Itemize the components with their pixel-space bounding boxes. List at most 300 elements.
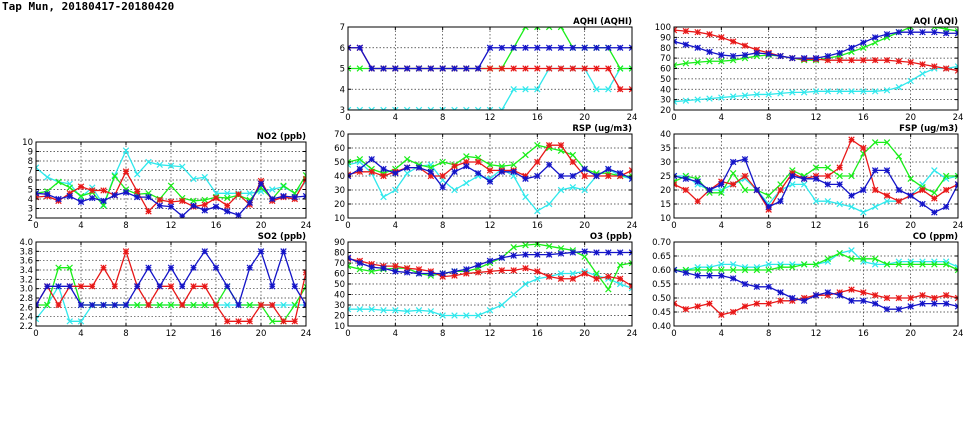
- data-point: [606, 166, 612, 172]
- data-point: [920, 187, 926, 193]
- data-point: [884, 193, 890, 199]
- data-point: [920, 62, 926, 68]
- y-tick-label: 50: [660, 74, 671, 85]
- y-tick-label: 25: [660, 172, 671, 182]
- data-point: [558, 45, 564, 51]
- data-point: [730, 182, 736, 188]
- data-point: [202, 249, 208, 255]
- y-tick-label: 3.4: [19, 266, 33, 276]
- data-point: [44, 174, 50, 180]
- y-tick-label: 60: [334, 269, 345, 280]
- data-point: [719, 312, 725, 318]
- data-point: [191, 203, 197, 209]
- data-point: [146, 265, 152, 271]
- data-point: [416, 66, 422, 72]
- data-point: [393, 170, 399, 176]
- data-point: [719, 35, 725, 41]
- chart-aqhi: [340, 17, 638, 123]
- data-point: [837, 165, 843, 171]
- data-point: [825, 182, 831, 188]
- data-point: [475, 270, 481, 276]
- data-point: [825, 290, 831, 296]
- y-tick-label: 40: [660, 130, 671, 140]
- x-tick-label: 0: [671, 113, 677, 123]
- data-point: [535, 159, 541, 165]
- data-point: [236, 212, 242, 218]
- data-point: [440, 173, 446, 179]
- data-point: [440, 271, 446, 277]
- data-point: [452, 66, 458, 72]
- data-point: [872, 35, 878, 41]
- data-point: [168, 265, 174, 271]
- data-point: [224, 319, 230, 325]
- data-point: [884, 31, 890, 37]
- data-point: [546, 66, 552, 72]
- x-tick-label: 24: [300, 329, 312, 339]
- data-point: [849, 45, 855, 51]
- data-point: [558, 251, 564, 257]
- data-point: [570, 66, 576, 72]
- data-point: [617, 86, 623, 92]
- y-tick-label: 50: [334, 158, 345, 168]
- y-tick-label: 5: [339, 64, 345, 75]
- data-point: [908, 59, 914, 65]
- data-point: [236, 191, 242, 197]
- data-point: [849, 137, 855, 143]
- data-point: [535, 66, 541, 72]
- x-tick-label: 8: [439, 221, 446, 231]
- data-point: [932, 196, 938, 202]
- data-point: [78, 184, 84, 190]
- data-point: [475, 170, 481, 176]
- data-point: [730, 53, 736, 59]
- data-point: [416, 271, 422, 277]
- data-point: [168, 284, 174, 290]
- data-point: [801, 55, 807, 61]
- data-point: [908, 29, 914, 35]
- data-point: [134, 194, 140, 200]
- data-point: [742, 304, 748, 310]
- y-tick-label: 40: [334, 172, 345, 182]
- data-point: [908, 295, 914, 301]
- data-point: [487, 168, 493, 174]
- x-tick-label: 20: [905, 221, 917, 231]
- data-point: [416, 165, 422, 171]
- series-line-blue: [674, 270, 958, 309]
- data-point: [695, 198, 701, 204]
- y-tick-label: 2.4: [19, 312, 33, 323]
- plot-area: [671, 248, 961, 318]
- y-tick-label: 0.65: [652, 252, 671, 262]
- x-tick-label: 24: [952, 113, 964, 123]
- data-point: [683, 28, 689, 34]
- data-point: [535, 269, 541, 275]
- data-point: [146, 302, 152, 308]
- data-point: [258, 249, 264, 255]
- data-point: [546, 45, 552, 51]
- y-tick-label: 30: [334, 186, 345, 196]
- data-point: [511, 169, 517, 175]
- data-point: [499, 169, 505, 175]
- data-point: [123, 169, 129, 175]
- data-point: [932, 295, 938, 301]
- x-tick-label: 8: [765, 329, 772, 339]
- data-point: [707, 301, 713, 307]
- data-point: [475, 66, 481, 72]
- data-point: [896, 154, 902, 160]
- data-point: [202, 208, 208, 214]
- data-point: [67, 284, 73, 290]
- data-point: [582, 249, 588, 255]
- data-point: [101, 198, 107, 204]
- data-point: [617, 45, 623, 51]
- data-point: [213, 204, 219, 210]
- data-point: [582, 166, 588, 172]
- data-point: [594, 45, 600, 51]
- data-point: [523, 265, 529, 271]
- data-point: [292, 319, 298, 325]
- data-point: [801, 176, 807, 182]
- data-point: [790, 173, 796, 179]
- data-point: [606, 274, 612, 280]
- data-point: [813, 55, 819, 61]
- data-point: [146, 209, 152, 215]
- x-tick-label: 12: [484, 329, 496, 339]
- data-point: [247, 265, 253, 271]
- data-point: [861, 290, 867, 296]
- data-point: [861, 298, 867, 304]
- data-point: [932, 29, 938, 35]
- data-point: [896, 187, 902, 193]
- data-point: [404, 270, 410, 276]
- plot-area: [345, 142, 635, 213]
- data-point: [707, 31, 713, 37]
- data-point: [594, 173, 600, 179]
- y-tick-label: 90: [334, 238, 345, 248]
- data-point: [861, 210, 867, 216]
- data-point: [754, 187, 760, 193]
- data-point: [464, 163, 470, 169]
- x-tick-label: 12: [484, 221, 496, 231]
- y-tick-label: 80: [334, 248, 345, 259]
- data-point: [849, 193, 855, 199]
- x-tick-label: 12: [810, 329, 822, 339]
- x-tick-label: 4: [718, 113, 725, 123]
- data-point: [861, 40, 867, 46]
- data-point: [766, 51, 772, 57]
- data-point: [920, 301, 926, 307]
- data-point: [617, 276, 623, 282]
- x-tick-label: 8: [765, 113, 772, 123]
- chart-co: [652, 232, 963, 339]
- data-point: [224, 203, 230, 209]
- data-point: [78, 284, 84, 290]
- data-point: [896, 29, 902, 35]
- data-point: [535, 45, 541, 51]
- data-point: [695, 179, 701, 185]
- x-tick-label: 12: [810, 221, 822, 231]
- x-tick-label: 16: [531, 221, 543, 231]
- x-tick-label: 4: [392, 113, 399, 123]
- x-tick-label: 16: [857, 329, 869, 339]
- data-point: [801, 298, 807, 304]
- data-point: [730, 159, 736, 165]
- y-tick-label: 3.0: [19, 284, 33, 295]
- series-line-blue: [348, 48, 632, 69]
- data-point: [754, 284, 760, 290]
- x-tick-label: 24: [626, 329, 638, 339]
- data-point: [943, 66, 949, 72]
- data-point: [535, 252, 541, 258]
- data-point: [707, 273, 713, 279]
- data-point: [511, 66, 517, 72]
- y-tick-label: 2.6: [19, 303, 33, 314]
- data-point: [369, 156, 375, 162]
- data-point: [546, 162, 552, 168]
- data-point: [884, 295, 890, 301]
- data-point: [224, 284, 230, 290]
- data-point: [89, 284, 95, 290]
- y-tick-label: 90: [660, 33, 671, 44]
- data-point: [606, 66, 612, 72]
- data-point: [617, 250, 623, 256]
- data-point: [499, 255, 505, 261]
- y-tick-label: 2: [27, 214, 33, 224]
- data-point: [269, 284, 275, 290]
- data-point: [920, 292, 926, 298]
- data-point: [499, 268, 505, 274]
- data-point: [932, 190, 938, 196]
- x-tick-label: 0: [345, 329, 351, 339]
- data-point: [778, 53, 784, 59]
- data-point: [393, 66, 399, 72]
- data-point: [546, 142, 552, 148]
- data-point: [617, 170, 623, 176]
- data-point: [570, 173, 576, 179]
- data-point: [452, 269, 458, 275]
- data-point: [67, 193, 73, 199]
- data-point: [112, 284, 118, 290]
- chart-fsp: [660, 124, 963, 231]
- data-point: [546, 274, 552, 280]
- data-point: [452, 163, 458, 169]
- data-point: [134, 189, 140, 195]
- data-point: [89, 195, 95, 201]
- data-point: [606, 286, 612, 292]
- data-point: [535, 173, 541, 179]
- data-point: [499, 66, 505, 72]
- data-point: [281, 183, 287, 189]
- x-tick-label: 16: [857, 221, 869, 231]
- y-tick-label: 10: [334, 214, 345, 224]
- data-point: [123, 190, 129, 196]
- data-point: [213, 195, 219, 201]
- x-tick-label: 0: [345, 221, 351, 231]
- x-tick-label: 24: [952, 221, 964, 231]
- data-point: [157, 203, 163, 209]
- data-point: [683, 306, 689, 312]
- data-point: [464, 180, 470, 186]
- y-tick-label: 6: [27, 176, 33, 186]
- x-tick-label: 16: [531, 329, 543, 339]
- data-point: [292, 284, 298, 290]
- y-tick-label: 0.40: [652, 322, 671, 332]
- x-tick-label: 0: [345, 113, 351, 123]
- data-point: [872, 292, 878, 298]
- data-point: [778, 187, 784, 193]
- data-point: [872, 187, 878, 193]
- data-point: [123, 302, 129, 308]
- x-tick-label: 24: [626, 221, 638, 231]
- y-tick-label: 9: [27, 147, 33, 158]
- data-point: [766, 301, 772, 307]
- data-point: [281, 319, 287, 325]
- data-point: [357, 260, 363, 266]
- data-point: [56, 302, 62, 308]
- data-point: [487, 258, 493, 264]
- data-point: [730, 170, 736, 176]
- y-tick-label: 70: [334, 259, 345, 269]
- data-point: [872, 57, 878, 63]
- data-point: [369, 264, 375, 270]
- data-point: [872, 301, 878, 307]
- x-tick-label: 0: [671, 329, 677, 339]
- y-tick-label: 20: [660, 106, 671, 116]
- data-point: [535, 208, 541, 214]
- data-point: [558, 173, 564, 179]
- data-point: [101, 265, 107, 271]
- data-point: [707, 187, 713, 193]
- data-point: [932, 301, 938, 307]
- x-tick-label: 24: [300, 221, 312, 231]
- data-point: [606, 45, 612, 51]
- data-point: [258, 181, 264, 187]
- data-point: [393, 263, 399, 269]
- y-tick-label: 20: [334, 311, 345, 322]
- data-point: [101, 188, 107, 194]
- data-point: [112, 192, 118, 198]
- x-tick-label: 12: [165, 221, 177, 231]
- data-point: [778, 290, 784, 296]
- data-point: [67, 185, 73, 191]
- data-point: [813, 176, 819, 182]
- data-point: [281, 193, 287, 199]
- data-point: [594, 250, 600, 256]
- y-tick-label: 2.2: [19, 322, 33, 332]
- data-point: [719, 273, 725, 279]
- data-point: [404, 156, 410, 162]
- y-tick-label: 30: [334, 301, 345, 311]
- data-point: [381, 194, 387, 200]
- data-point: [224, 209, 230, 215]
- y-tick-label: 10: [334, 322, 345, 332]
- data-point: [523, 152, 529, 158]
- y-tick-label: 7: [339, 23, 345, 33]
- data-point: [558, 276, 564, 282]
- data-point: [101, 302, 107, 308]
- data-point: [606, 250, 612, 256]
- x-tick-label: 20: [255, 221, 267, 231]
- data-point: [404, 165, 410, 171]
- x-tick-label: 12: [484, 113, 496, 123]
- data-point: [381, 66, 387, 72]
- chart-title: FSP (ug/m3): [899, 124, 958, 134]
- y-tick-label: 3.8: [19, 247, 33, 258]
- data-point: [884, 57, 890, 63]
- data-point: [440, 184, 446, 190]
- data-point: [191, 284, 197, 290]
- data-point: [742, 173, 748, 179]
- data-point: [292, 194, 298, 200]
- data-point: [861, 57, 867, 63]
- x-tick-label: 4: [718, 221, 725, 231]
- data-point: [849, 287, 855, 293]
- data-point: [861, 187, 867, 193]
- data-point: [179, 302, 185, 308]
- x-tick-label: 0: [33, 329, 39, 339]
- data-point: [179, 198, 185, 204]
- data-point: [582, 173, 588, 179]
- data-point: [269, 302, 275, 308]
- data-point: [778, 198, 784, 204]
- x-tick-label: 20: [905, 113, 917, 123]
- x-tick-label: 24: [952, 329, 964, 339]
- x-tick-label: 8: [123, 221, 129, 231]
- data-point: [213, 265, 219, 271]
- data-point: [754, 301, 760, 307]
- data-point: [511, 45, 517, 51]
- x-tick-label: 4: [392, 329, 399, 339]
- chart-title: CO (ppm): [912, 232, 958, 242]
- data-point: [487, 66, 493, 72]
- x-tick-label: 0: [671, 221, 677, 231]
- data-point: [570, 250, 576, 256]
- x-tick-label: 20: [579, 329, 591, 339]
- data-point: [112, 302, 118, 308]
- data-point: [404, 66, 410, 72]
- chart-o3: [334, 232, 637, 339]
- data-point: [570, 159, 576, 165]
- y-tick-label: 60: [334, 144, 345, 154]
- data-point: [754, 50, 760, 56]
- chart-title: SO2 (ppb): [257, 232, 306, 242]
- y-tick-label: 80: [660, 43, 671, 54]
- data-point: [487, 269, 493, 275]
- data-point: [730, 276, 736, 282]
- y-tick-label: 3: [339, 106, 345, 116]
- data-point: [932, 168, 938, 174]
- data-point: [790, 295, 796, 301]
- y-tick-label: 5: [27, 185, 33, 196]
- chart-title: AQHI (AQHI): [573, 17, 632, 27]
- data-point: [837, 57, 843, 63]
- y-tick-label: 8: [27, 157, 33, 167]
- data-point: [381, 166, 387, 172]
- data-point: [896, 306, 902, 312]
- data-point: [464, 66, 470, 72]
- data-point: [213, 302, 219, 308]
- data-point: [695, 45, 701, 51]
- data-point: [742, 52, 748, 58]
- data-point: [943, 30, 949, 36]
- y-tick-label: 0.60: [652, 266, 671, 276]
- y-tick-label: 2.8: [19, 294, 33, 304]
- x-tick-label: 20: [255, 329, 267, 339]
- data-point: [837, 182, 843, 188]
- data-point: [381, 173, 387, 179]
- data-point: [236, 302, 242, 308]
- y-tick-label: 30: [660, 95, 671, 106]
